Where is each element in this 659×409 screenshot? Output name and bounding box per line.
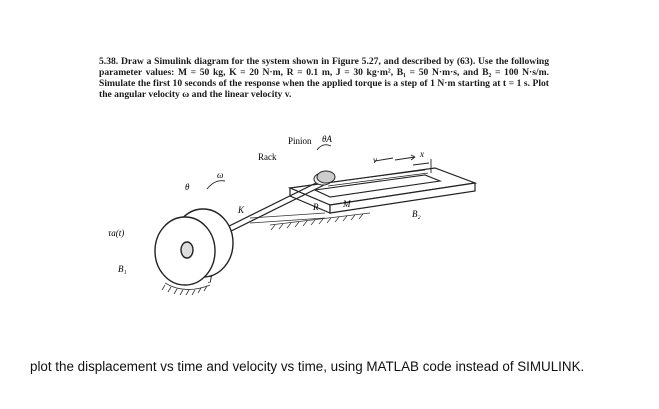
problem-line-2: (63). Use the following parameter values: M = 50 kg, K = 20 N·m, R = 0.1 m, J = 30 — [99, 56, 550, 78]
question-caption: plot the displacement vs time and velocity vs time, using MATLAB code instead of SIMULINK. — [30, 359, 585, 374]
inertia-disk — [155, 209, 233, 285]
problem-number: 5.38. — [99, 56, 119, 67]
label-b2: B₂ — [412, 209, 421, 219]
label-v: v — [373, 155, 377, 165]
label-omega: ω — [217, 170, 224, 180]
problem-line-4: when the applied torque is a step of 1 N·m starting at t = 1 s. Plot the angular velocity ω — [99, 77, 550, 100]
problem-statement — [99, 57, 549, 101]
label-theta-a: θA — [322, 134, 332, 144]
problem-line-5: and the linear velocity v. — [191, 88, 292, 100]
label-j: J — [208, 275, 212, 285]
label-torque: τa(t) — [108, 228, 125, 238]
problem-line-1: Draw a Simulink diagram for the system shown in Figure 5.27, and described by — [120, 56, 455, 67]
mechanical-system-figure — [95, 133, 565, 318]
label-k: K — [238, 205, 245, 215]
label-m: M — [343, 199, 351, 209]
label-pinion: Pinion — [288, 136, 312, 146]
label-theta: θ — [185, 182, 190, 192]
label-rack: Rack — [258, 152, 277, 162]
problem-line-3: kg·m², B₁ = 50 N·m·s, and B₂ = 100 N·s/m. Simulate the first 10 seconds of the response — [99, 66, 549, 89]
label-x: x — [420, 149, 424, 159]
label-b1: B₁ — [118, 264, 127, 274]
label-r: R — [313, 202, 319, 212]
